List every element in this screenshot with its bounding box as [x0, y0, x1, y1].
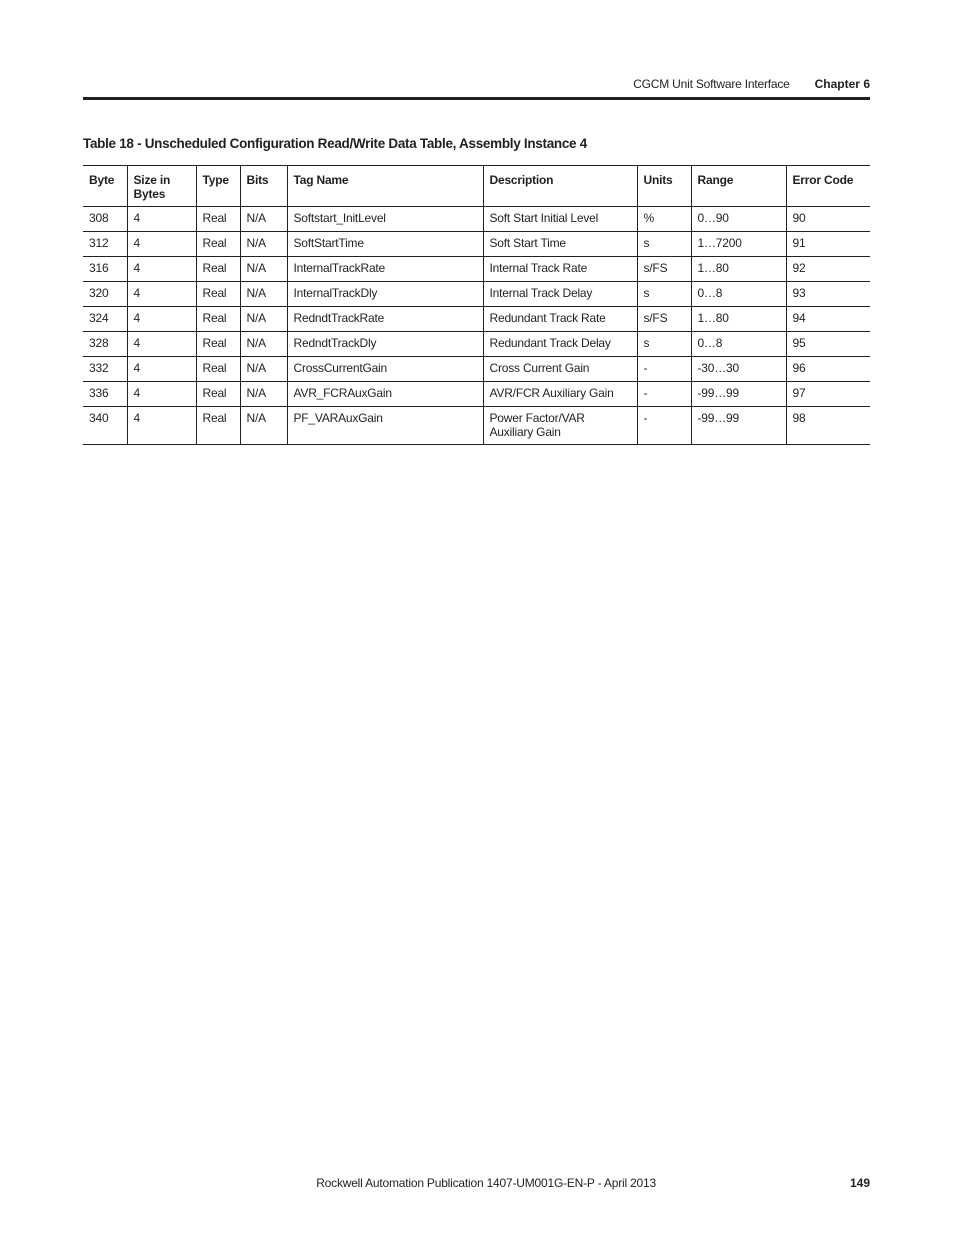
table-cell: 308 [89, 211, 109, 225]
table-cell: Real [196, 382, 240, 407]
table-row [83, 257, 870, 282]
table-cell: SoftStartTime [287, 232, 483, 257]
column-header: Range [691, 166, 786, 207]
table-cell: 90 [786, 207, 870, 232]
table-cell: s [637, 232, 691, 257]
table-cell: 4 [127, 257, 196, 282]
header-divider [83, 97, 870, 100]
table-cell: - [637, 407, 691, 445]
table-cell: 4 [127, 357, 196, 382]
table-row [83, 332, 870, 357]
table-cell: Softstart_InitLevel [287, 207, 483, 232]
table-cell: -30…30 [691, 357, 786, 382]
table-cell: Real [196, 232, 240, 257]
table-cell: 96 [786, 357, 870, 382]
column-header: Bits [240, 166, 287, 207]
table-cell: 4 [127, 282, 196, 307]
table-cell: 0…90 [691, 207, 786, 232]
table-cell: N/A [240, 332, 287, 357]
table-cell: - [637, 382, 691, 407]
table-cell: s [637, 282, 691, 307]
table-cell: Real [196, 357, 240, 382]
table-cell: 94 [786, 307, 870, 332]
table-cell: Real [196, 207, 240, 232]
header-chapter-label: Chapter 6 [814, 77, 870, 91]
table-cell: Real [196, 282, 240, 307]
table-cell: 1…80 [691, 257, 786, 282]
table-row [83, 382, 870, 407]
table-cell: Soft Start Initial Level [483, 207, 637, 232]
table-cell: InternalTrackRate [287, 257, 483, 282]
table-cell: 95 [786, 332, 870, 357]
table-cell: -99…99 [691, 407, 786, 445]
column-header: Type [196, 166, 240, 207]
table-cell: s [637, 332, 691, 357]
publication-info: Rockwell Automation Publication 1407-UM001G-EN-P - April 2013 [316, 1176, 656, 1190]
table-cell: 1…80 [691, 307, 786, 332]
table-cell: 4 [127, 407, 196, 445]
column-header: Description [483, 166, 637, 207]
table-cell: N/A [240, 207, 287, 232]
table-row [83, 357, 870, 382]
table-header-row [83, 166, 870, 207]
column-header: Size in Bytes [127, 166, 196, 207]
table-cell: Redundant Track Rate [483, 307, 637, 332]
table-cell: N/A [240, 357, 287, 382]
table-cell: 4 [127, 207, 196, 232]
table-cell: 0…8 [691, 332, 786, 357]
table-cell: s/FS [637, 307, 691, 332]
table-cell: N/A [240, 232, 287, 257]
table-cell: Soft Start Time [483, 232, 637, 257]
table-cell: 92 [786, 257, 870, 282]
table-cell: N/A [240, 282, 287, 307]
table-cell: AVR_FCRAuxGain [287, 382, 483, 407]
table-cell: 4 [127, 232, 196, 257]
table-cell: 312 [89, 236, 109, 250]
table-cell: N/A [240, 257, 287, 282]
table-cell: 98 [786, 407, 870, 445]
table-cell: 4 [127, 382, 196, 407]
table-cell: Power Factor/VAR Auxiliary Gain [483, 407, 637, 445]
column-header: Error Code [786, 166, 870, 207]
table-cell: 4 [127, 307, 196, 332]
table-cell: 320 [89, 286, 109, 300]
table-cell: CrossCurrentGain [287, 357, 483, 382]
table-cell: 91 [786, 232, 870, 257]
table-cell: Redundant Track Delay [483, 332, 637, 357]
table-row [83, 207, 870, 232]
header-section-title: CGCM Unit Software Interface [633, 77, 790, 91]
table-cell: InternalTrackDly [287, 282, 483, 307]
table-cell: N/A [240, 407, 287, 445]
table-cell: -99…99 [691, 382, 786, 407]
table-cell: 316 [89, 261, 109, 275]
table-cell: Real [196, 407, 240, 445]
table-cell: PF_VARAuxGain [287, 407, 483, 445]
table-cell: - [637, 357, 691, 382]
table-cell: 324 [89, 311, 109, 325]
table-row [83, 407, 870, 445]
column-header: Byte [89, 173, 115, 187]
table-cell: 336 [89, 386, 109, 400]
column-header: Tag Name [287, 166, 483, 207]
running-footer [83, 1175, 870, 1191]
page-number: 149 [849, 1176, 870, 1190]
table-cell: 1…7200 [691, 232, 786, 257]
table-cell: 328 [89, 336, 109, 350]
table-cell: Internal Track Rate [483, 257, 637, 282]
table-cell: 97 [786, 382, 870, 407]
table-cell: 332 [89, 361, 109, 375]
running-header [83, 74, 870, 94]
table-cell: 93 [786, 282, 870, 307]
table-row [83, 282, 870, 307]
table-cell: Real [196, 307, 240, 332]
table-cell: 4 [127, 332, 196, 357]
table-title: Table 18 - Unscheduled Configuration Read/Write Data Table, Assembly Instance 4 [83, 136, 587, 151]
table-cell: 0…8 [691, 282, 786, 307]
table-cell: Cross Current Gain [483, 357, 637, 382]
data-table [83, 165, 870, 445]
table-cell: N/A [240, 382, 287, 407]
table-cell: % [637, 207, 691, 232]
table-cell: N/A [240, 307, 287, 332]
column-header: Units [637, 166, 691, 207]
table-cell: s/FS [637, 257, 691, 282]
table-cell: AVR/FCR Auxiliary Gain [483, 382, 637, 407]
table-row [83, 307, 870, 332]
table-cell: Internal Track Delay [483, 282, 637, 307]
table-cell: RedndtTrackDly [287, 332, 483, 357]
table-cell: Real [196, 332, 240, 357]
table-cell: 340 [89, 411, 109, 425]
table-cell: Real [196, 257, 240, 282]
table-cell: RedndtTrackRate [287, 307, 483, 332]
table-row [83, 232, 870, 257]
